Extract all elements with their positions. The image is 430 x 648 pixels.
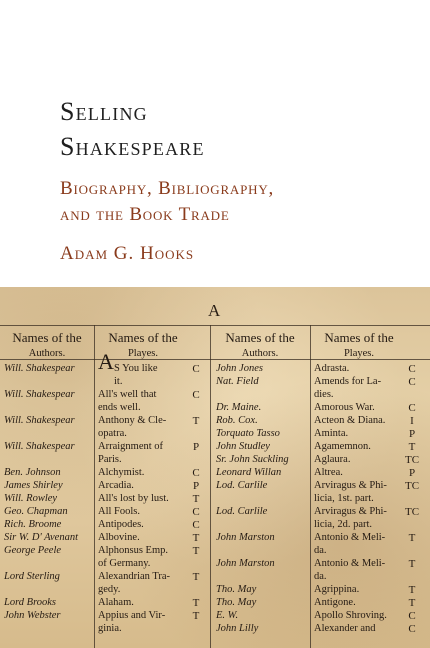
author-cell: Leonard Willan — [216, 467, 282, 478]
header-authors-left: Names of the Authors. — [12, 330, 82, 359]
author-cell: John Jones — [216, 363, 263, 374]
author-cell: Tho. May — [216, 597, 257, 608]
genre-mark: P — [192, 480, 200, 492]
play-cell: S You like — [114, 363, 158, 374]
author-cell: John Marston — [216, 532, 275, 543]
play-cell: Antigone. — [314, 597, 356, 608]
author-cell: John Lilly — [216, 623, 259, 634]
play-cell: opatra. — [98, 428, 127, 439]
author-cell: Will. Shakespear — [4, 389, 75, 400]
play-cell: Alchymist. — [98, 467, 145, 478]
book-author: Adam G. Hooks — [60, 243, 195, 264]
play-cell: Antonio & Meli- — [314, 532, 386, 543]
author-cell: Will. Shakespear — [4, 415, 75, 426]
author-cell: Will. Shakespear — [4, 441, 75, 452]
column-rule — [310, 325, 311, 648]
genre-mark: C — [192, 467, 200, 479]
genre-mark: C — [192, 519, 200, 531]
cover-title-area — [0, 0, 430, 287]
play-cell: Altrea. — [314, 467, 343, 478]
play-cell: dies. — [314, 389, 334, 400]
author-cell: Will. Shakespear — [4, 363, 75, 374]
play-cell: Appius and Vir- — [98, 610, 166, 621]
genre-mark: P — [192, 441, 200, 453]
author-cell: Lod. Carlile — [216, 506, 268, 517]
play-cell: Acteon & Diana. — [314, 415, 386, 426]
author-cell: John Webster — [4, 610, 61, 621]
genre-mark: T — [408, 532, 416, 544]
play-cell: Arraignment of — [98, 441, 164, 452]
play-cell: Paris. — [98, 454, 122, 465]
play-cell: ginia. — [98, 623, 122, 634]
author-cell: Tho. May — [216, 584, 257, 595]
author-cell: James Shirley — [4, 480, 63, 491]
play-cell: All Fools. — [98, 506, 141, 517]
genre-mark: C — [192, 389, 200, 401]
play-cell: Adrasta. — [314, 363, 350, 374]
genre-mark: I — [410, 415, 414, 427]
signature-letter: A — [208, 301, 221, 320]
author-cell: Will. Rowley — [4, 493, 58, 504]
play-cell: Alexander and — [314, 623, 376, 634]
play-cell: Aglaura. — [314, 454, 351, 465]
genre-mark: C — [192, 363, 200, 375]
column-rule — [94, 325, 95, 648]
book-title-line2: Shakespeare — [60, 132, 205, 161]
header-authors-right: Names of the Authors. — [225, 330, 295, 359]
book-subtitle-line2: and the Book Trade — [60, 204, 230, 225]
author-cell: Lord Brooks — [4, 597, 57, 608]
genre-mark: TC — [404, 480, 420, 492]
author-cell: Torquato Tasso — [216, 428, 280, 439]
play-cell: Albovine. — [98, 532, 140, 543]
author-cell: Dr. Maine. — [216, 402, 262, 413]
play-cell: Amends for La- — [314, 376, 382, 387]
author-cell: Rob. Cox. — [216, 415, 258, 426]
genre-mark: C — [192, 506, 200, 518]
author-cell: Sr. John Suckling — [216, 454, 289, 465]
genre-mark: C — [408, 610, 416, 622]
play-cell: da. — [314, 545, 327, 556]
genre-mark: P — [408, 467, 416, 479]
historical-page-scan — [0, 287, 430, 648]
play-cell: licia, 1st. part. — [314, 493, 374, 504]
play-cell: Aminta. — [314, 428, 349, 439]
author-cell: Ben. Johnson — [4, 467, 61, 478]
author-cell: Sir W. D' Avenant — [4, 532, 78, 543]
play-cell: Alexandrian Tra- — [98, 571, 171, 582]
book-title-line1: Selling — [60, 97, 148, 126]
genre-mark: T — [192, 545, 200, 557]
genre-mark: C — [408, 376, 416, 388]
genre-mark: T — [192, 610, 200, 622]
column-rule — [210, 325, 211, 648]
author-cell: Rich. Broome — [4, 519, 62, 530]
play-cell: Arviragus & Phi- — [314, 506, 387, 517]
author-cell: Lord Sterling — [4, 571, 60, 582]
play-cell: ends well. — [98, 402, 141, 413]
genre-mark: T — [408, 441, 416, 453]
genre-mark: T — [408, 558, 416, 570]
genre-mark: T — [192, 532, 200, 544]
play-cell: Alaham. — [98, 597, 134, 608]
top-rule — [0, 325, 430, 326]
author-cell: John Studley — [216, 441, 270, 452]
drop-capital: A — [98, 349, 114, 374]
play-cell: Amorous War. — [314, 402, 375, 413]
author-cell: George Peele — [4, 545, 62, 556]
play-cell: Apollo Shroving. — [314, 610, 387, 621]
header-plays-right: Names of the Playes. — [324, 330, 394, 359]
play-cell: Agrippina. — [314, 584, 360, 595]
author-cell: John Marston — [216, 558, 275, 569]
header-plays-left: Names of the Playes. — [108, 330, 178, 359]
play-cell: da. — [314, 571, 327, 582]
play-cell: it. — [114, 376, 123, 387]
play-cell: All's well that — [98, 389, 157, 400]
play-cell: All's lost by lust. — [98, 493, 169, 504]
play-cell: Antonio & Meli- — [314, 558, 386, 569]
author-cell: Nat. Field — [216, 376, 259, 387]
play-cell: of Germany. — [98, 558, 151, 569]
play-cell: Anthony & Cle- — [98, 415, 167, 426]
author-cell: Lod. Carlile — [216, 480, 268, 491]
play-cell: licia, 2d. part. — [314, 519, 373, 530]
genre-mark: C — [408, 623, 416, 635]
genre-mark: C — [408, 363, 416, 375]
genre-mark: TC — [404, 454, 420, 466]
genre-mark: P — [408, 428, 416, 440]
genre-mark: T — [192, 597, 200, 609]
genre-mark: C — [408, 402, 416, 414]
genre-mark: T — [408, 597, 416, 609]
genre-mark: T — [192, 493, 200, 505]
genre-mark: TC — [404, 506, 420, 518]
author-cell: Geo. Chapman — [4, 506, 68, 517]
play-cell: Antipodes. — [98, 519, 144, 530]
author-cell: E. W. — [216, 610, 239, 621]
play-cell: Agamemnon. — [314, 441, 371, 452]
play-cell: Arviragus & Phi- — [314, 480, 387, 491]
play-cell: Arcadia. — [98, 480, 134, 491]
book-subtitle-line1: Biography, Bibliography, — [60, 178, 275, 199]
genre-mark: T — [192, 415, 200, 427]
play-cell: Alphonsus Emp. — [98, 545, 169, 556]
play-cell: gedy. — [98, 584, 121, 595]
genre-mark: T — [192, 571, 200, 583]
genre-mark: T — [408, 584, 416, 596]
